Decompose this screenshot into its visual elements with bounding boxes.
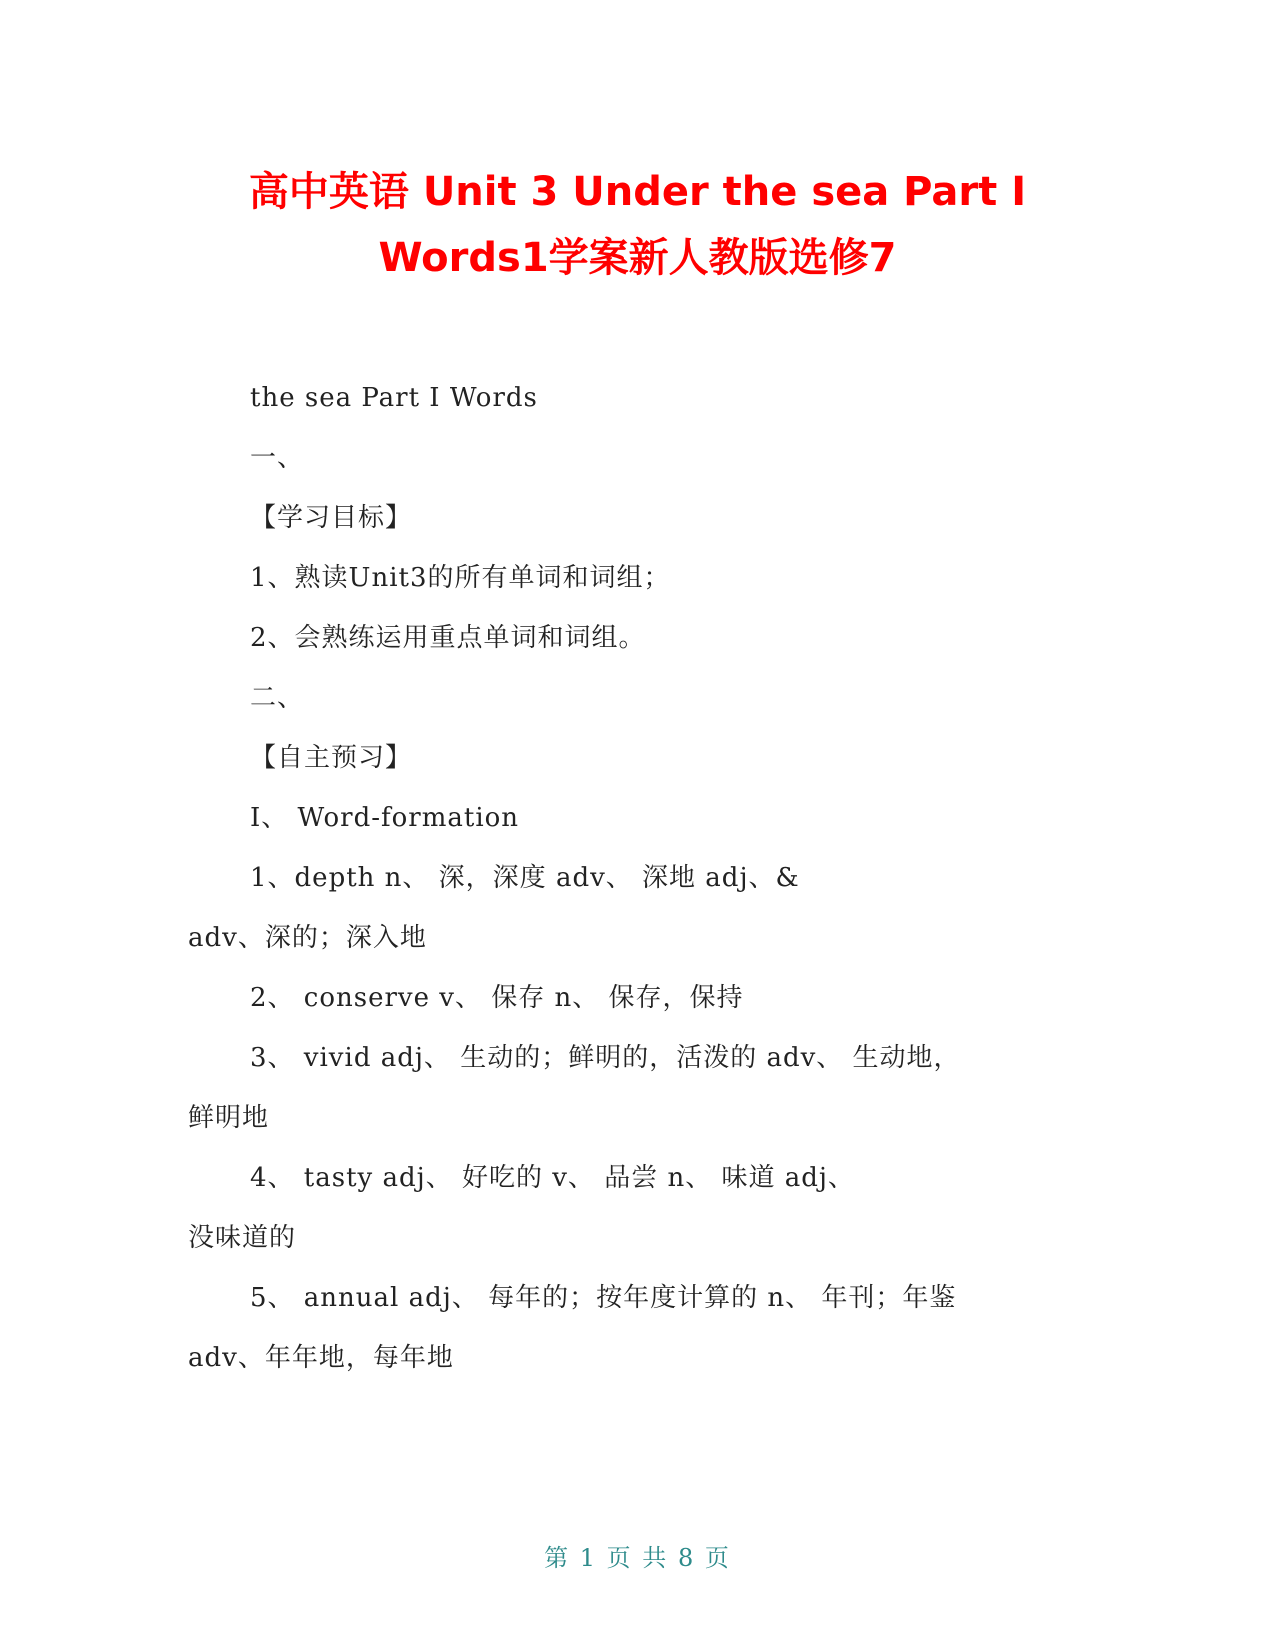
vocab-item-4: 4、 tasty adj、 好吃的 v、 品尝 n、 味道 adj、 (250, 1163, 855, 1193)
page-footer: 第 1 页 共 8 页 (544, 1544, 731, 1572)
section-one-number: 一、 (250, 443, 305, 473)
document-title-line2: Words1学案新人教版选修7 (378, 235, 897, 281)
vocab-item-1-cont: adv、深的；深入地 (188, 923, 427, 953)
vocab-item-5-cont: adv、年年地，每年地 (188, 1343, 454, 1373)
goal-item-1: 1、熟读Unit3的所有单词和词组； (250, 563, 671, 593)
section-heading-goals: 【学习目标】 (250, 503, 413, 533)
goal-item-2: 2、会熟练运用重点单词和词组。 (250, 623, 646, 653)
vocab-item-4-cont: 没味道的 (188, 1223, 297, 1253)
vocab-item-3-cont: 鲜明地 (188, 1103, 270, 1133)
vocab-item-2: 2、 conserve v、 保存 n、 保存，保持 (250, 983, 744, 1013)
subsection-word-formation: I、 Word-formation (250, 803, 520, 833)
vocab-item-1: 1、depth n、 深，深度 adv、 深地 adj、& (250, 863, 800, 893)
section-two-number: 二、 (250, 683, 305, 713)
subtitle-line: the sea Part I Words (250, 383, 538, 413)
section-heading-preview: 【自主预习】 (250, 743, 413, 773)
vocab-item-3: 3、 vivid adj、 生动的；鲜明的，活泼的 adv、 生动地， (250, 1043, 961, 1073)
document-title-line1: 高中英语 Unit 3 Under the sea Part I (248, 169, 1027, 215)
vocab-item-5: 5、 annual adj、 每年的；按年度计算的 n、 年刊；年鉴 (250, 1283, 957, 1313)
